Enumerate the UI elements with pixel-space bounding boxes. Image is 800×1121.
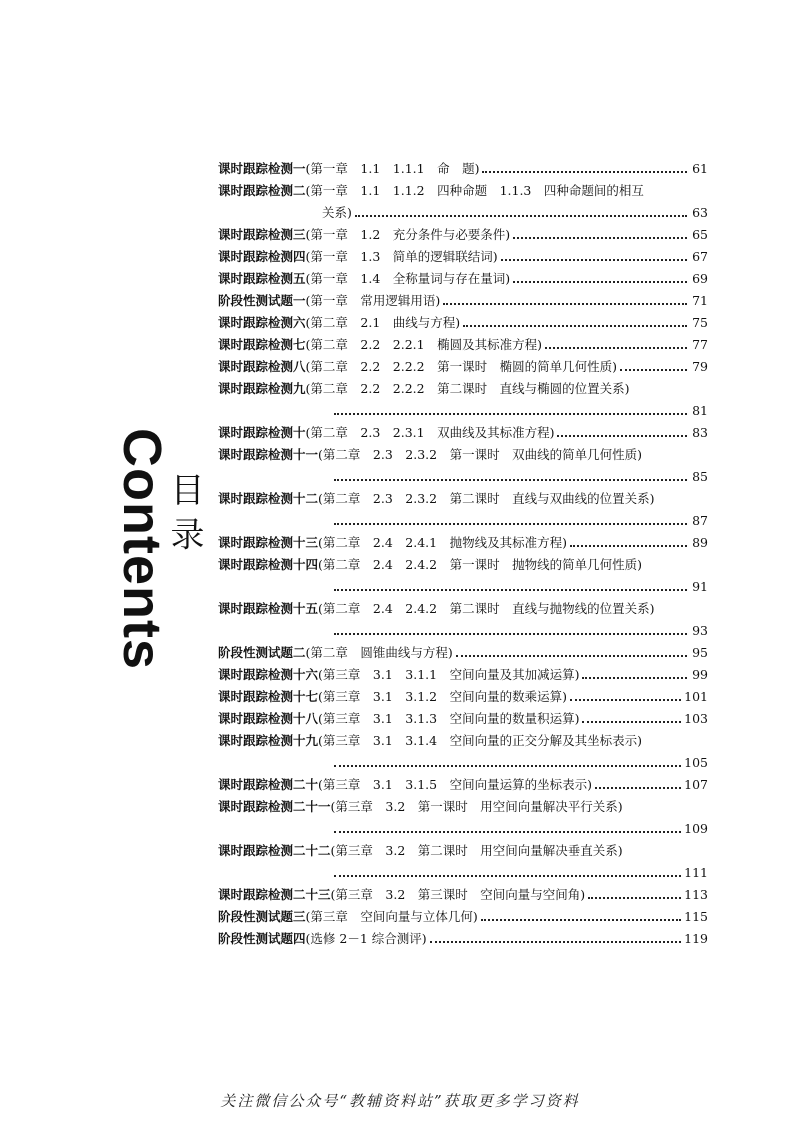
- dot-leader: [570, 699, 681, 701]
- toc-entry-detail: (第一章 1.1 1.1.2 四种命题 1.1.3 四种命题间的相互: [305, 183, 644, 198]
- toc-entry-detail: (第二章 2.3 2.3.2 第二课时 直线与双曲线的位置关系): [318, 491, 655, 506]
- dot-leader: [355, 215, 687, 217]
- toc-entry-page: 79: [692, 359, 708, 374]
- toc-entry-page: 69: [692, 271, 708, 286]
- toc-entry[interactable]: [218, 378, 708, 422]
- toc-entry-label: 课时跟踪检测四: [218, 249, 306, 264]
- toc-entry-page: 65: [692, 227, 708, 242]
- toc-entry[interactable]: [218, 884, 708, 906]
- toc-entry-label: 课时跟踪检测十九: [218, 733, 319, 748]
- toc-entry-label: 课时跟踪检测十六: [218, 667, 319, 682]
- toc-entry-label: 课时跟踪检测十二: [218, 491, 319, 506]
- dot-leader: [595, 787, 681, 789]
- toc-entry[interactable]: [218, 532, 708, 554]
- toc-entry[interactable]: [218, 158, 708, 180]
- dot-leader: [588, 897, 681, 899]
- toc-entry-label: 阶段性测试题四: [218, 931, 306, 946]
- toc-entry-page: 95: [692, 645, 708, 660]
- toc-entry-detail: (第一章 1.1 1.1.1 命 题): [305, 161, 480, 176]
- toc-entry-label: 课时跟踪检测九: [218, 381, 306, 396]
- toc-entry-page: 103: [684, 711, 708, 726]
- toc-entry-label: 课时跟踪检测八: [218, 359, 306, 374]
- dot-leader: [513, 281, 687, 283]
- toc-entry-detail: (第三章 3.2 第二课时 用空间向量解决垂直关系): [330, 843, 623, 858]
- toc-entry-label: 课时跟踪检测二十: [218, 777, 319, 792]
- dot-leader: [334, 765, 681, 767]
- toc-entry-detail-continued: 关系): [322, 205, 352, 220]
- dot-leader: [334, 875, 681, 877]
- toc-entry-detail: (第二章 2.4 2.4.2 第一课时 抛物线的简单几何性质): [318, 557, 642, 572]
- toc-entry-page: 101: [684, 689, 708, 704]
- footer-note: 关注微信公众号“教辅资料站”获取更多学习资料: [220, 1092, 580, 1110]
- dot-leader: [334, 831, 681, 833]
- toc-entry-page: 81: [692, 403, 708, 418]
- dot-leader: [334, 479, 687, 481]
- dot-leader: [545, 347, 687, 349]
- toc-entry-page: 63: [692, 205, 708, 220]
- toc-entry-detail: (第一章 1.4 全称量词与存在量词): [305, 271, 511, 286]
- dot-leader: [582, 721, 681, 723]
- toc-entry-page: 115: [684, 909, 708, 924]
- dot-leader: [557, 435, 687, 437]
- toc-entry[interactable]: [218, 796, 708, 840]
- toc-entry-page: 77: [692, 337, 708, 352]
- dot-leader: [443, 303, 687, 305]
- toc-entry-detail: (第二章 2.2 2.2.2 第二课时 直线与椭圆的位置关系): [305, 381, 630, 396]
- toc-entry-label: 课时跟踪检测十: [218, 425, 306, 440]
- toc-entry[interactable]: [218, 334, 708, 356]
- toc-entry-label: 阶段性测试题二: [218, 645, 306, 660]
- toc-entry-detail: (第二章 圆锥曲线与方程): [305, 645, 453, 660]
- toc-entry[interactable]: [218, 180, 708, 224]
- toc-entry-detail: (第二章 2.3 2.3.1 双曲线及其标准方程): [305, 425, 555, 440]
- toc-entry-page: 107: [684, 777, 708, 792]
- toc-entry-label: 课时跟踪检测十八: [218, 711, 319, 726]
- toc-entry-detail: (第一章 常用逻辑用语): [305, 293, 441, 308]
- dot-leader: [501, 259, 687, 261]
- toc-entry[interactable]: [218, 488, 708, 532]
- dot-leader: [513, 237, 687, 239]
- dot-leader: [570, 545, 687, 547]
- toc-entry[interactable]: [218, 708, 708, 730]
- toc-entry-detail: (第二章 2.4 2.4.2 第二课时 直线与抛物线的位置关系): [318, 601, 655, 616]
- dot-leader: [463, 325, 687, 327]
- dot-leader: [334, 633, 687, 635]
- dot-leader: [334, 523, 687, 525]
- toc-entry-detail: (选修 2－1 综合测评): [305, 931, 427, 946]
- toc-entry-label: 课时跟踪检测十五: [218, 601, 319, 616]
- toc-entry[interactable]: [218, 444, 708, 488]
- dot-leader: [334, 589, 687, 591]
- dot-leader: [430, 941, 682, 943]
- toc-entry-detail: (第三章 3.2 第三课时 空间向量与空间角): [330, 887, 586, 902]
- toc-entry-page: 111: [684, 865, 708, 880]
- toc-entry-page: 83: [692, 425, 708, 440]
- toc-entry[interactable]: [218, 290, 708, 312]
- toc-entry-page: 99: [692, 667, 708, 682]
- toc-entry[interactable]: [218, 356, 708, 378]
- toc-entry-label: 阶段性测试题三: [218, 909, 306, 924]
- toc-entry[interactable]: [218, 774, 708, 796]
- toc-entry-label: 课时跟踪检测七: [218, 337, 306, 352]
- dot-leader: [481, 919, 681, 921]
- toc-entry-detail: (第二章 2.4 2.4.1 抛物线及其标准方程): [318, 535, 567, 550]
- toc-entry-page: 113: [684, 887, 708, 902]
- toc-entry-label: 课时跟踪检测二十三: [218, 887, 331, 902]
- toc-entry-page: 91: [692, 579, 708, 594]
- contents-heading-english: Contents: [112, 428, 172, 670]
- toc-entry-label: 课时跟踪检测二十一: [218, 799, 331, 814]
- toc-entry[interactable]: [218, 224, 708, 246]
- toc-entry[interactable]: [218, 246, 708, 268]
- toc-entry-label: 课时跟踪检测十七: [218, 689, 319, 704]
- toc-entry-page: 71: [692, 293, 708, 308]
- toc-entry-page: 87: [692, 513, 708, 528]
- toc-entry-label: 课时跟踪检测十四: [218, 557, 319, 572]
- toc-entry-detail: (第二章 2.1 曲线与方程): [305, 315, 461, 330]
- dot-leader: [456, 655, 687, 657]
- toc-entry-detail: (第三章 3.1 3.1.2 空间向量的数乘运算): [318, 689, 567, 704]
- toc-entry-label: 课时跟踪检测一: [218, 161, 306, 176]
- toc-entry-detail: (第三章 3.2 第一课时 用空间向量解决平行关系): [330, 799, 623, 814]
- toc-entry-detail: (第二章 2.3 2.3.2 第一课时 双曲线的简单几何性质): [318, 447, 642, 462]
- toc-entry-label: 阶段性测试题一: [218, 293, 306, 308]
- toc-entry[interactable]: [218, 598, 708, 642]
- toc-entry-label: 课时跟踪检测二十二: [218, 843, 331, 858]
- toc-entry[interactable]: [218, 730, 708, 774]
- toc-entry-detail: (第三章 3.1 3.1.1 空间向量及其加减运算): [318, 667, 580, 682]
- toc-entry-detail: (第二章 2.2 2.2.2 第一课时 椭圆的简单几何性质): [305, 359, 617, 374]
- toc-entry-detail: (第三章 空间向量与立体几何): [305, 909, 478, 924]
- toc-entry[interactable]: [218, 928, 708, 950]
- toc-entry-label: 课时跟踪检测十三: [218, 535, 319, 550]
- toc-entry[interactable]: [218, 554, 708, 598]
- toc-entry-label: 课时跟踪检测五: [218, 271, 306, 286]
- dot-leader: [334, 413, 687, 415]
- toc-entry[interactable]: [218, 686, 708, 708]
- toc-entry-label: 课时跟踪检测六: [218, 315, 306, 330]
- toc-entry-page: 89: [692, 535, 708, 550]
- toc-entry[interactable]: [218, 840, 708, 884]
- toc-entry-detail: (第三章 3.1 3.1.3 空间向量的数量积运算): [318, 711, 580, 726]
- toc-entry-detail: (第三章 3.1 3.1.4 空间向量的正交分解及其坐标表示): [318, 733, 642, 748]
- toc-entry-page: 75: [692, 315, 708, 330]
- toc-entry[interactable]: [218, 268, 708, 290]
- toc-entry[interactable]: [218, 642, 708, 664]
- toc-entry[interactable]: [218, 664, 708, 686]
- toc-entry-detail: (第一章 1.2 充分条件与必要条件): [305, 227, 511, 242]
- table-of-contents: [218, 158, 708, 950]
- toc-entry[interactable]: [218, 422, 708, 444]
- toc-entry-label: 课时跟踪检测三: [218, 227, 306, 242]
- toc-entry[interactable]: [218, 906, 708, 928]
- toc-entry-page: 93: [692, 623, 708, 638]
- toc-entry-page: 119: [684, 931, 708, 946]
- toc-entry-page: 105: [684, 755, 708, 770]
- contents-heading: [112, 428, 204, 670]
- dot-leader: [582, 677, 687, 679]
- contents-heading-chinese: 目 录: [164, 472, 204, 551]
- toc-entry-page: 61: [692, 161, 708, 176]
- toc-entry-detail: (第三章 3.1 3.1.5 空间向量运算的坐标表示): [318, 777, 592, 792]
- toc-entry-page: 67: [692, 249, 708, 264]
- toc-entry-page: 109: [684, 821, 708, 836]
- dot-leader: [620, 369, 687, 371]
- dot-leader: [482, 171, 687, 173]
- toc-entry-label: 课时跟踪检测十一: [218, 447, 319, 462]
- toc-entry[interactable]: [218, 312, 708, 334]
- toc-entry-detail: (第二章 2.2 2.2.1 椭圆及其标准方程): [305, 337, 542, 352]
- toc-entry-detail: (第一章 1.3 简单的逻辑联结词): [305, 249, 498, 264]
- toc-entry-page: 85: [692, 469, 708, 484]
- toc-entry-label: 课时跟踪检测二: [218, 183, 306, 198]
